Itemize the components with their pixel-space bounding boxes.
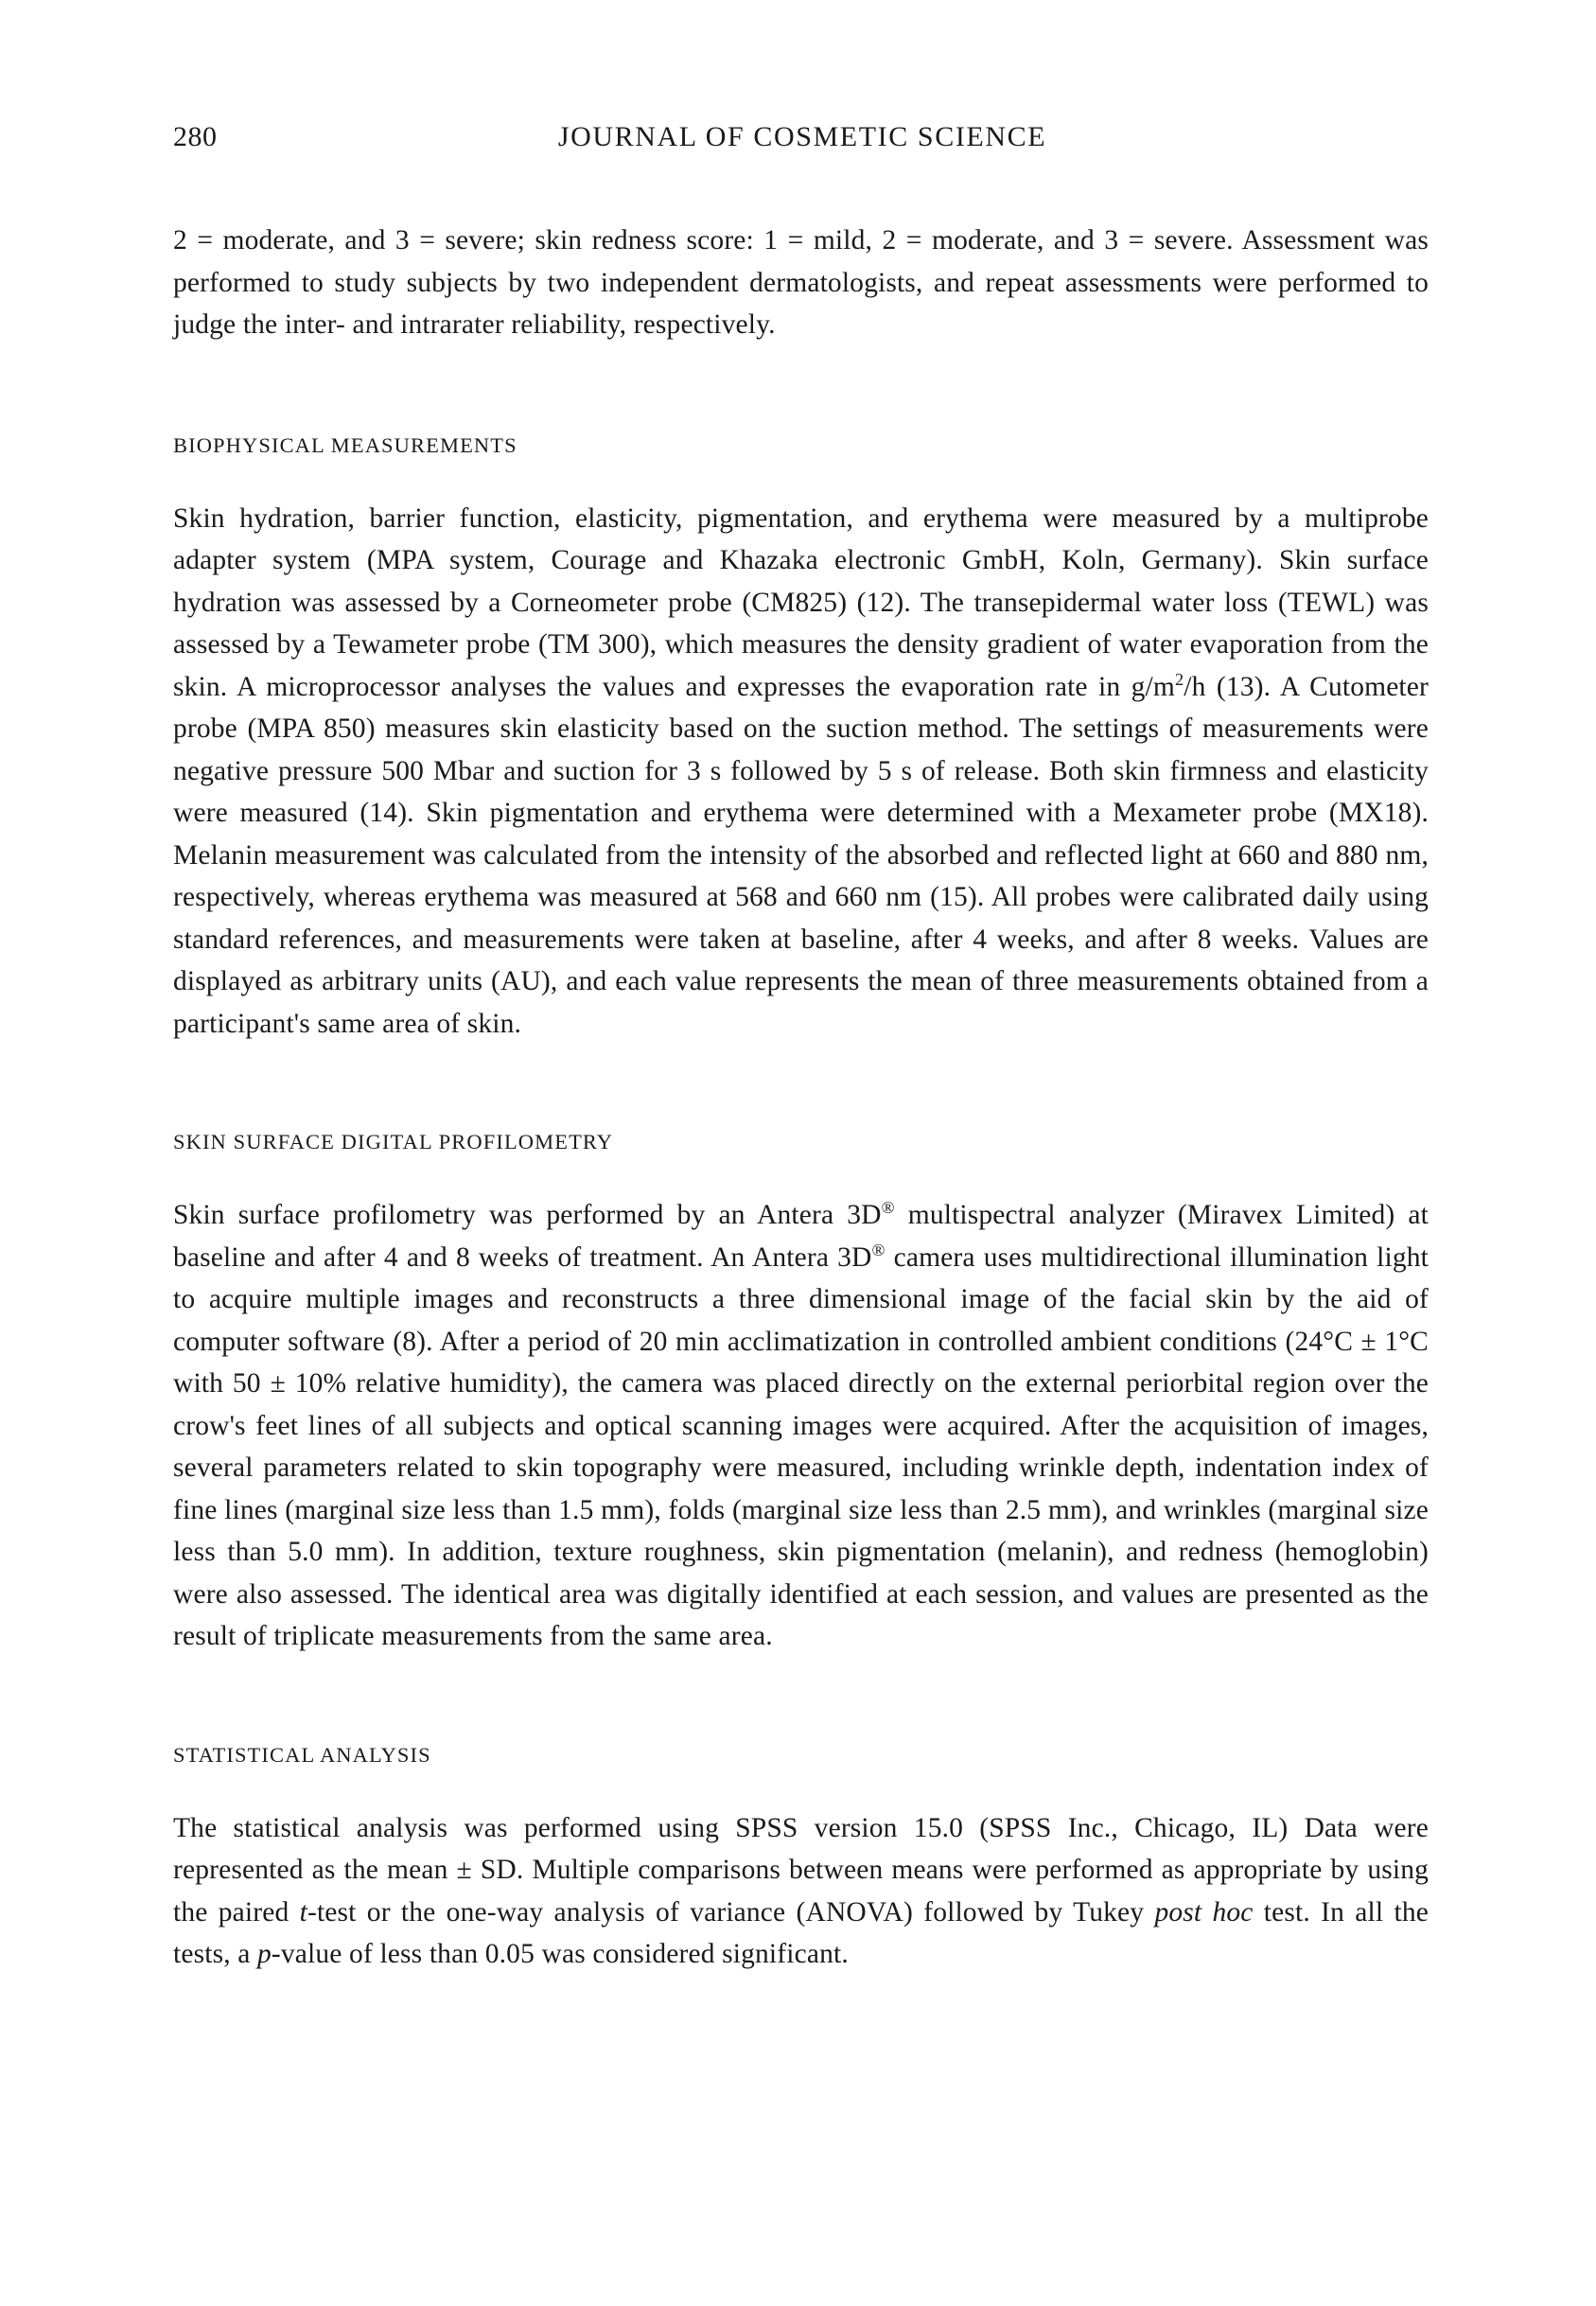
bio-superscript: 2 bbox=[1175, 669, 1184, 689]
page-number: 280 bbox=[173, 121, 218, 152]
stat-text-part-4: -value of less than 0.05 was considered significant. bbox=[271, 1939, 849, 1969]
section-heading-statistical-analysis: STATISTICAL ANALYSIS bbox=[173, 1742, 431, 1767]
registered-trademark-icon-1: ® bbox=[881, 1198, 895, 1218]
intro-paragraph: 2 = moderate, and 3 = severe; skin redness score: 1 = mild, 2 = moderate, and 3 = severe. Assessment was performed to study subjects by two independent dermatologists, and repeat assessments were performed to judge the inter- and intrarater reliability, respectively. bbox=[173, 225, 1429, 340]
registered-trademark-icon-2: ® bbox=[871, 1240, 886, 1259]
stat-text-part-3: test. In all the tests, a bbox=[173, 1896, 1429, 1969]
stat-italic-p: p bbox=[257, 1939, 272, 1969]
body-column bbox=[173, 220, 1429, 1976]
stat-italic-post-hoc: post hoc bbox=[1154, 1896, 1254, 1928]
bio-text-part-2: /h (13). A Cutometer probe (MPA 850) measures skin elasticity based on the suction method. The settings of measurements were negative pressure 500 Mbar and suction for 3 s followed by 5 s of release. Both skin firmness and elasticity were measured (14). Skin pigmentation and erythema were determined with a Mexameter probe (MX18). Melanin measurement was calculated from the intensity of the absorbed and reflected light at 660 and 880 nm, respectively, whereas erythema was measured at 568 and 660 nm (15). All probes were calibrated daily using standard references, and measurements were taken at baseline, after 4 weeks, and after 8 weeks. Values are displayed as arbitrary units (AU), and each value represents the mean of three measurements obtained from a participant's same area of skin. bbox=[173, 671, 1429, 1039]
section-heading-biophysical-measurements: BIOPHYSICAL MEASUREMENTS bbox=[173, 432, 517, 457]
stat-text-part-1: The statistical analysis was performed using SPSS version 15.0 (SPSS Inc., Chicago, IL) Data were represented as the mean ± SD. Multiple comparisons between means were performed as appropriate by using the paired bbox=[173, 1812, 1429, 1928]
prof-text-part-1: Skin surface profilometry was performed by an Antera 3D bbox=[173, 1200, 882, 1230]
section-heading-skin-surface-digital-profilometry: SKIN SURFACE DIGITAL PROFILOMETRY bbox=[173, 1130, 614, 1153]
stat-text-part-2: -test or the one-way analysis of variance (ANOVA) followed by Tukey bbox=[307, 1896, 1155, 1928]
prof-text-part-2: multispectral analyzer (Miravex Limited) at baseline and after 4 and 8 weeks of treatment. An Antera 3D bbox=[173, 1200, 1429, 1273]
running-head bbox=[173, 121, 1431, 159]
section-body-skin-surface-digital-profilometry bbox=[173, 1194, 1429, 1658]
prof-text-part-3: camera uses multidirectional illumination light to acquire multiple images and reconstructs a three dimensional image of the facial skin by the aid of computer software (8). After a period of 20 min acclimatization in controlled ambient conditions (24°C ± 1°C with 50 ± 10% relative humidity), the camera was placed directly on the external periorbital region over the crow's feet lines of all subjects and optical scanning images were acquired. After the acquisition of images, several parameters related to skin topography were measured, including wrinkle depth, indentation index of fine lines (marginal size less than 1.5 mm), folds (marginal size less than 2.5 mm), and wrinkles (marginal size less than 5.0 mm). In addition, texture roughness, skin pigmentation (melanin), and redness (hemoglobin) were also assessed. The identical area was digitally identified at each session, and values are presented as the result of triplicate measurements from the same area. bbox=[173, 1241, 1429, 1651]
bio-text-part-1: Skin hydration, barrier function, elasticity, pigmentation, and erythema were measured by a multiprobe adapter system (MPA system, Courage and Khazaka electronic GmbH, Koln, Germany). Skin surface hydration was assessed by a Corneometer probe (CM825) (12). The transepidermal water loss (TEWL) was assessed by a Tewameter probe (TM 300), which measures the density gradient of water evaporation from the skin. A microprocessor analyses the values and expresses the evaporation rate in g/m bbox=[173, 502, 1429, 702]
section-body-statistical-analysis bbox=[173, 1807, 1429, 1976]
stat-italic-t: t bbox=[299, 1896, 307, 1928]
section-body-biophysical-measurements bbox=[173, 498, 1429, 1046]
journal-title: JOURNAL OF COSMETIC SCIENCE bbox=[557, 121, 1047, 152]
